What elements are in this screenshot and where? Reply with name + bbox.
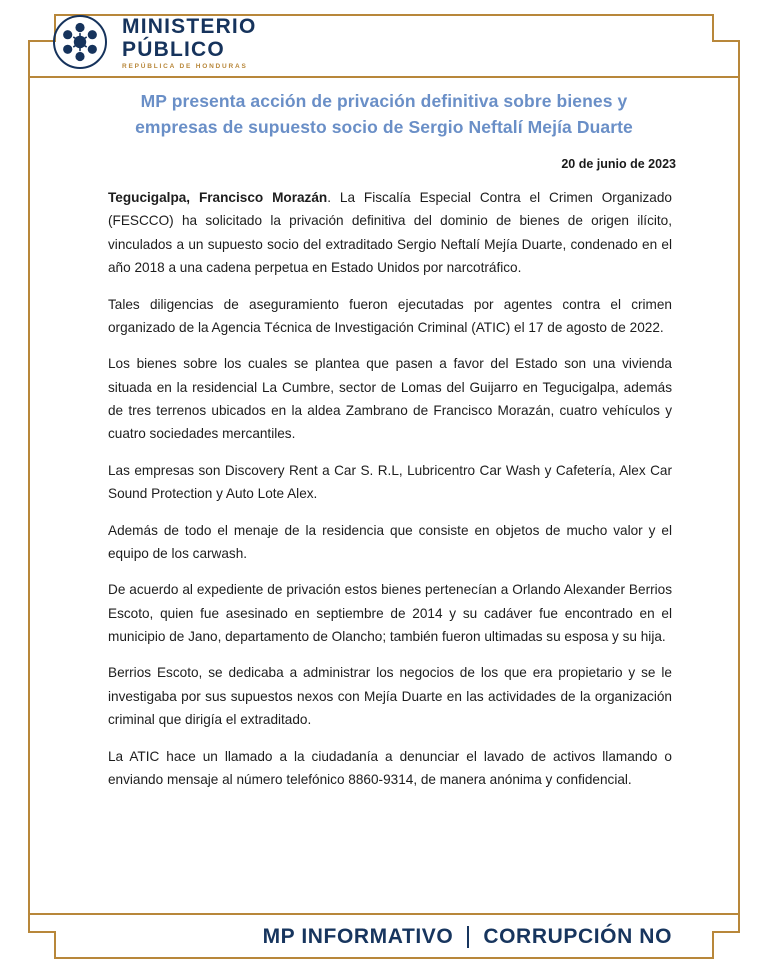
header-divider [30, 76, 738, 78]
paragraph-8: La ATIC hace un llamado a la ciudadanía a denunciar el lavado de activos llamando o enviando mensaje al número telefónico 8860-9314, de manera anónima y confidencial. [108, 748, 672, 787]
article-body [108, 186, 672, 791]
paragraph-4: Las empresas son Discovery Rent a Car S. R.L, Lubricentro Car Wash y Cafetería, Alex Car Sound Protection y Auto Lote Alex. [108, 462, 672, 502]
page-title: MP presenta acción de privación definitiva sobre bienes y empresas de supuesto socio de Sergio Neftalí Mejía Duarte [135, 91, 633, 138]
paragraph-5: Además de todo el menaje de la residencia que consiste en objetos de mucho valor y el equipo de los carwash. [108, 522, 672, 561]
footer-separator [467, 926, 469, 948]
document-footer [263, 915, 672, 959]
paragraph-2: Tales diligencias de aseguramiento fueron ejecutadas por agentes contra el crimen organizado de la Agencia Técnica de Investigación Criminal (ATIC) el 17 de agosto de 2022. [108, 296, 672, 335]
organization-wordmark [122, 14, 257, 71]
frame-corner-bottom-right [712, 931, 740, 959]
ministerio-publico-seal-icon [52, 14, 108, 70]
org-name-line-2: PÚBLICO [122, 38, 225, 61]
dateline: Tegucigalpa, Francisco Morazán [108, 190, 328, 205]
document-header [52, 14, 257, 71]
footer-label-corrupcion-no: CORRUPCIÓN NO [483, 925, 672, 948]
frame-corner-bottom-left [28, 931, 56, 959]
paragraph-1-text: . La Fiscalía Especial Contra el Crimen Organizado (FESCCO) ha solicitado la privación definitiva del dominio de bienes de origen ilícito, vinculados a un supuesto socio del extraditado Sergio Neftalí Mejía Duarte, condenado en el año 2018 a una cadena perpetua en Estado Unidos por narcotráfico. [108, 190, 672, 276]
paragraph-6: De acuerdo al expediente de privación estos bienes pertenecían a Orlando Alexander Berrios Escoto, quien fue asesinado en septiembre de 2014 y su cadáver fue encontrado en el municipio de Jano, departamento de Olancho; también fueron ultimadas su esposa y su hija. [108, 582, 672, 644]
org-country-line: REPÚBLICA DE HONDURAS [122, 63, 248, 70]
frame-corner-top-right [712, 14, 740, 42]
paragraph-7: Berrios Escoto, se dedicaba a administrar los negocios de los que era propietario y se le investigaba por sus supuestos nexos con Mejía Duarte en las actividades de la organización criminal que dirigía el extraditado. [108, 665, 672, 728]
paragraph-1 [108, 186, 672, 280]
paragraph-3: Los bienes sobre los cuales se plantea que pasen a favor del Estado son una vivienda situada en la residencial La Cumbre, sector de Lomas del Guijarro en Tegucigalpa, además de tres terrenos ubicados en la aldea Zambrano de Francisco Morazán, cuatro vehículos y cuatro sociedades mercantiles. [108, 356, 672, 442]
org-name-line-1: MINISTERIO [122, 15, 257, 38]
footer-label-informativo: MP INFORMATIVO [262, 925, 454, 948]
publication-date: 20 de junio de 2023 [561, 157, 676, 171]
